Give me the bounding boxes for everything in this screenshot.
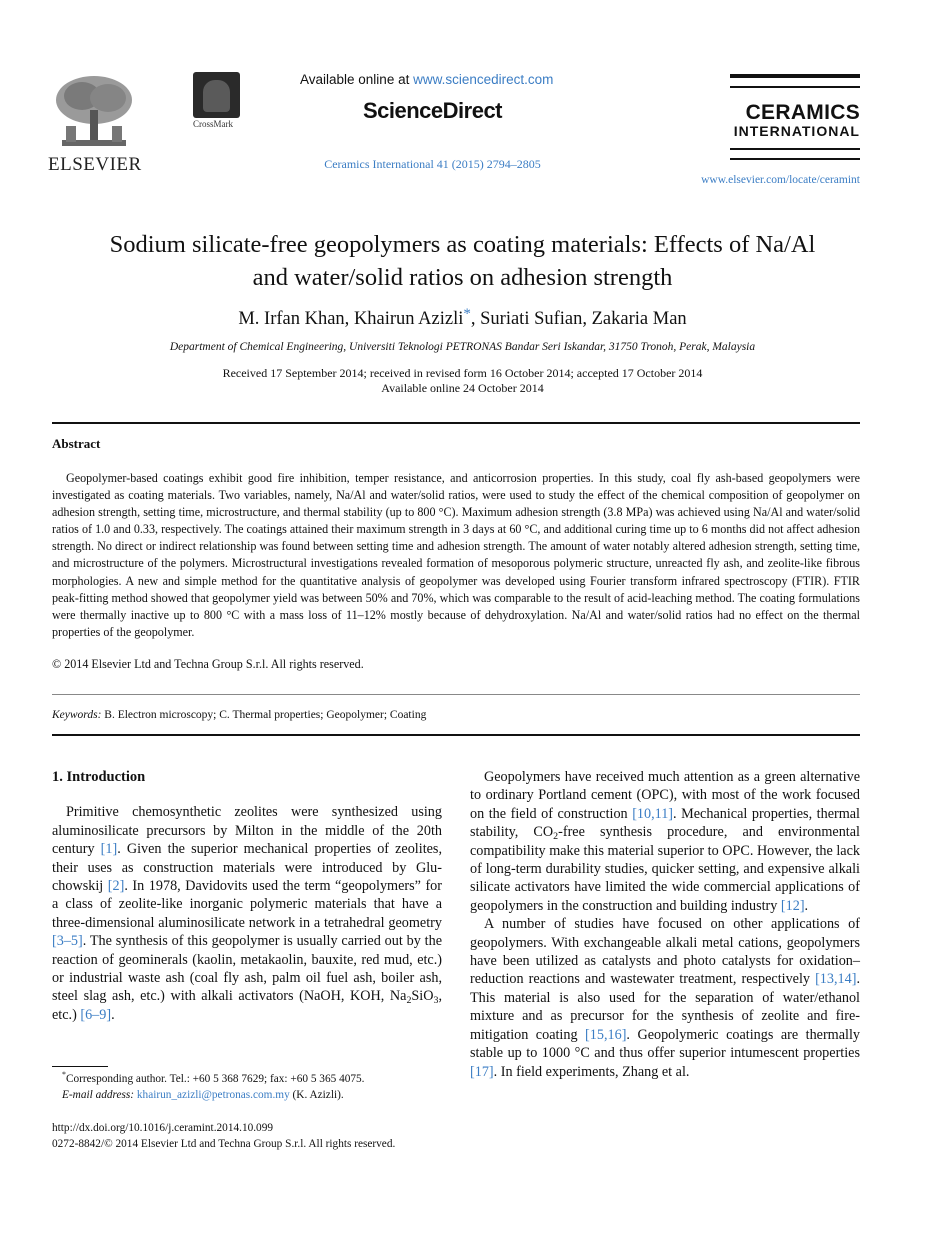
journal-title-line1: CERAMICS [745, 101, 860, 124]
journal-rule [730, 148, 860, 150]
column-right [470, 768, 860, 1081]
crossmark-icon [193, 72, 240, 118]
journal-rule [730, 158, 860, 160]
abstract-body [52, 470, 860, 641]
reference-link[interactable]: [12] [780, 897, 805, 914]
article-title [60, 228, 865, 294]
available-prefix: Available online at [300, 72, 414, 87]
abstract-paragraph: Geopolymer-based coatings exhibit good fire inhibition, temper resistance, and anticorrosion properties. In this study, coal fly ash-based geopolymers were investigated as coating materials. Two variables, namely, Na/Al and water/solid ratios, were used to study the effect of the chemical composition of geopolymer on adhesion strength, setting time, microstructure, and thermal stability (up to 800 °C). Maximum adhesion strength (3.8 MPa) was achieved using Na/Al and water/solid ratios of 1.0 and 0.33, respectively. The coatings attained their maximum strength in 3 days at 60 °C, and additional curing time up to 6 months did not affect adhesion strength. No direct or indirect relationship was found between setting time and adhesion strength. The amount of water notably altered adhesion strength, setting time, and microstructure of the polymers. Microstructural investigations revealed formation of mesoporous polymeric structure, unreacted fly ash, and zeolite-like fibrous morphologies. A new and simple method for the quantitative analysis of geopolymer was developed using Fourier transform infrared spectroscopy (FTIR). FTIR peak-fitting method showed that geopolymer yield was between 50% and 70%, which was comparable to the result of acid-leaching method. The coating formulations were thermally inactive up to 800 °C with a mass loss of 11–12% mostly because of dehydroxylation. Na/Al and water/solid ratios had no effect on the thermal properties of the geopolymer. [52, 471, 860, 639]
reference-link[interactable]: [10,11] [632, 805, 674, 822]
footnote-rule [52, 1066, 108, 1067]
intro-paragraph-2: Geopolymers have received much attention as a green alternative to ordinary Portland cement (OPC), with most of the work focused on the field of construction [10,11]. Mechanical properties, thermal stability, $CO_2$-free synthesis procedure, and environmental compatibility make this material superior to OPC. However, the lack of long-term durability studies, quicker setting, and expensive alkali silicate activators have limited the wide commercial applications of geopolymers in the construction and building industry [12]. [470, 769, 860, 914]
column-left [52, 768, 442, 1024]
issn-copyright: 0272-8842/© 2014 Elsevier Ltd and Techna Group S.r.l. All rights reserved. [52, 1137, 396, 1150]
crossmark-button[interactable] [193, 72, 243, 132]
author-rest: , Suriati Sufian, Zakaria Man [470, 309, 687, 329]
author: M. Irfan Khan, [238, 309, 354, 329]
citation-link[interactable]: Ceramics International 41 (2015) 2794–2805 [324, 157, 541, 171]
abstract-heading: Abstract [52, 436, 101, 451]
footnote [52, 1072, 442, 1103]
abstract-copyright: © 2014 Elsevier Ltd and Techna Group S.r.l. All rights reserved. [52, 657, 364, 671]
intro-paragraph-1: Primitive chemosynthetic zeolites were synthesized using aluminosilicate precursors by Milton in the middle of the 20th century [1]. Given the superior mechanical properties of zeolites, their uses as construction materials were introduced by Glu-chowskij [2]. In 1978, Davidovits used the term “geopolymers” for a class of zeolite-like inorganic polymeric materials that have a three-dimensional aluminosilicate network in a tetrahedral geometry [3–5]. The synthesis of this geopolymer is usually carried out by the reaction of geominerals (kaolin, metakaolin, bauxite, red mud, etc.) or industrial waste ash (coal fly ash, palm oil fuel ash, boiler ash, steel slag ash, etc.) with alkali activators (NaOH, KOH, $Na_2SiO_3$, etc.) [6–9]. [52, 804, 443, 1023]
sciencedirect-link[interactable]: www.sciencedirect.com [413, 72, 554, 87]
crossmark-label: CrossMark [193, 119, 233, 129]
journal-rule [730, 74, 860, 78]
journal-rule [730, 86, 860, 88]
divider [52, 734, 860, 736]
section-heading: 1. Introduction [52, 769, 146, 785]
elsevier-tree-icon [52, 74, 136, 152]
title-line1: Sodium silicate-free geopolymers as coating materials: Effects of Na/Al [109, 231, 816, 258]
journal-title [730, 102, 860, 138]
email-link[interactable]: khairun_azizli@petronas.com.my [136, 1088, 290, 1101]
doi-block [52, 1121, 472, 1152]
keywords-text: B. Electron microscopy; C. Thermal properties; Geopolymer; Coating [101, 709, 427, 721]
author-list [60, 306, 865, 330]
divider [52, 422, 860, 424]
reference-link[interactable]: [6–9] [80, 1006, 112, 1023]
journal-title-line2: INTERNATIONAL [733, 123, 860, 139]
received-dates: Received 17 September 2014; received in revised form 16 October 2014; accepted 17 October 2014 [222, 366, 703, 380]
divider [52, 694, 860, 695]
elsevier-logo [48, 74, 140, 174]
email-note: E-mail address: khairun_azizli@petronas.com.my (K. Azizli). [62, 1088, 344, 1101]
corresponding-author-note: *Corresponding author. Tel.: +60 5 368 7629; fax: +60 5 365 4075. [62, 1070, 365, 1085]
platform-title: ScienceDirect [362, 98, 503, 123]
reference-link[interactable]: [13,14] [815, 971, 857, 988]
keywords-label: Keywords: [52, 709, 102, 721]
affiliation: Department of Chemical Engineering, Universiti Teknologi PETRONAS Bandar Seri Iskandar, 31750 Tronoh, Perak, Malaysia [169, 341, 756, 353]
reference-link[interactable]: [2] [107, 878, 125, 895]
reference-link[interactable]: [15,16] [585, 1026, 627, 1043]
available-online [300, 72, 630, 87]
title-line2: and water/solid ratios on adhesion strength [252, 264, 673, 291]
author: Khairun Azizli [353, 309, 464, 329]
journal-url-link[interactable]: www.elsevier.com/locate/ceramint [701, 174, 860, 186]
reference-link[interactable]: [3–5] [52, 933, 83, 950]
publisher-name: ELSEVIER [48, 154, 142, 175]
reference-link[interactable]: [17] [470, 1063, 494, 1080]
corresponding-author-mark[interactable]: * [463, 306, 471, 322]
keywords [52, 709, 426, 721]
intro-paragraph-3: A number of studies have focused on other applications of geopolymers. With exchangeable alkali metal cations, geopolymers have been utilized as catalysts and photo catalysts for oxidation–reduction reactions and wastewater treatment, respectively [13,14]. This material is also used for the separation of water/ethanol mixture and as precursor for the synthesis of zeolite and fire-mitigation coating [15,16]. Geopolymeric coatings are thermally stable up to 1000 °C and thus offer superior intumescent properties [17]. In field experiments, Zhang et al. [470, 916, 860, 1080]
reference-link[interactable]: [1] [100, 841, 118, 858]
history-dates [60, 366, 865, 396]
available-online-date: Available online 24 October 2014 [381, 381, 544, 395]
doi-link[interactable]: http://dx.doi.org/10.1016/j.ceramint.2014.10.099 [52, 1122, 274, 1134]
